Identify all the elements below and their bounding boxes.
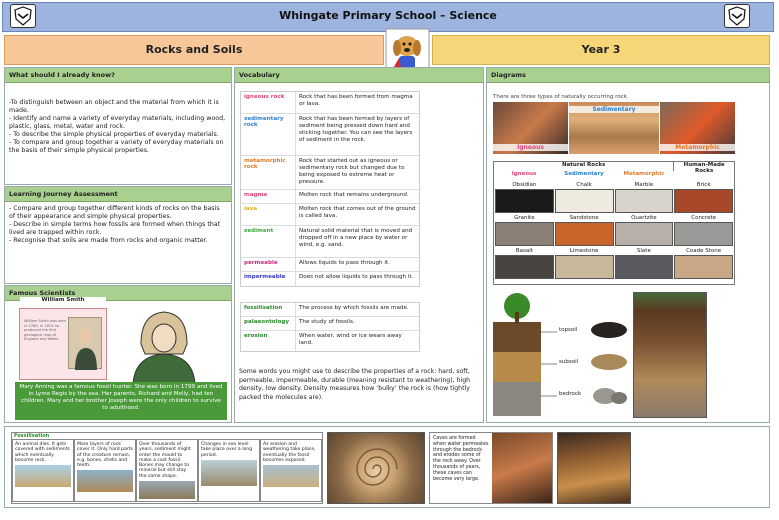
fossil-step-image [263, 465, 319, 487]
page-title: Whingate Primary School – Science [279, 9, 497, 22]
prior-knowledge-heading: What should I already know? [5, 68, 231, 83]
vocab-term: igneous rock [244, 94, 285, 100]
rock-image [555, 255, 614, 279]
rock-label: Limestone [569, 248, 599, 254]
prior-knowledge-panel [4, 67, 232, 185]
rock-label: Brick [696, 182, 711, 188]
fossil-step: As erosion and weathering take place, eventually the fossil becomes exposed. [260, 439, 322, 502]
vocab-term: lava [244, 206, 258, 212]
cave-diagram-image [492, 433, 552, 503]
igneous-col-heading: Igneous [511, 171, 537, 177]
rock-label: Obsidian [512, 182, 537, 188]
fossil-step: Over thousands of years, sediment might enter the mould to make a cast fossil. Bones may change to mineral but still stay the same shape. [136, 439, 198, 502]
rock-image [615, 222, 674, 246]
rock-label: Coade Stone [686, 248, 722, 254]
vocab-row [241, 92, 419, 114]
vocab-definition: The process by which fossils are made. [295, 303, 419, 316]
fossil-vocabulary-table [240, 302, 420, 352]
vocab-row [241, 317, 419, 331]
know-line: -To distinguish between an object and the material from which it is made. [9, 99, 219, 114]
topic-title: Rocks and Soils [145, 43, 243, 56]
properties-note: Some words you might use to describe the properties of a rock: hard, soft, permeable, impermeable, durable (meaning resistant to weathering), high density, low density. Density measures how ‘bulky’ the rock is (how tightly packed the molecules are). [239, 368, 471, 401]
rock-label: Sandstone [569, 215, 599, 221]
rock-label: Marble [634, 182, 654, 188]
igneous-image [493, 102, 568, 154]
rock-label: Concrete [691, 215, 717, 221]
fossil-steps-heading: Fossilisation [14, 433, 50, 439]
fossil-step-image [139, 481, 195, 499]
vocab-definition: Rock that has been formed from magma or lava. [295, 92, 419, 113]
vocab-row [241, 258, 419, 272]
rock-label: Granite [514, 215, 535, 221]
vocab-definition: The study of fossils. [295, 317, 419, 330]
fossil-steps [11, 432, 323, 504]
soil-layers-diagram [493, 290, 629, 418]
cave-formation-text: Caves are formed when water permeates through the bedrock and erodes some of the rock away. Over thousands of years, these caves can become very large. [433, 436, 489, 482]
vocab-term: magma [244, 192, 268, 198]
journey-line: - Recognise that soils are made from rocks and organic matter. [9, 237, 208, 244]
subsoil-label: subsoil [559, 359, 579, 365]
natural-rocks-heading: Natural Rocks [494, 162, 674, 171]
human-made-rocks-heading: Human-Made Rocks [683, 162, 725, 174]
fossil-step: Changes in sea level take place over a long period. [198, 439, 260, 502]
vocabulary-table [240, 91, 420, 287]
vocab-definition: Rock that has been formed by layers of sediment being pressed down hard and sticking together. You can see the layers of sediment in the rock. [295, 114, 419, 155]
fossil-step: More layers of rock cover it. Only hard parts of the creature remain, e.g. bones, shells and teeth. [74, 439, 136, 502]
vocab-definition: Rock that started out as igneous or sedimentary rock but changed due to being exposed to extreme heat or pressure. [295, 156, 419, 189]
scientists-heading: Famous Scientists [5, 286, 231, 301]
vocab-term: permeable [244, 260, 278, 266]
journey-line: - Describe in simple terms how fossils are formed when things that lived are trapped within rock. [9, 221, 221, 236]
sedimentary-image [569, 102, 659, 154]
year-title: Year 3 [581, 43, 621, 56]
rock-image [615, 189, 674, 213]
vocabulary-panel [234, 67, 484, 423]
rock-image [615, 255, 674, 279]
fossil-step: An animal dies. It gets covered with sediments which eventually become rock. [12, 439, 74, 502]
vocab-definition: Molten rock that comes out of the ground is called lava. [295, 204, 419, 225]
igneous-label: Igneous [493, 144, 568, 151]
know-line: - To describe the simple physical properties of everyday materials. [9, 131, 219, 138]
mary-anning-caption: Mary Anning was a famous fossil hunter. She was born in 1799 and lived in Lyme Regis by the sea. Her parents, Richard and Molly, had ten children. Mary and her brother Joseph were the only children to survive to adulthood. [15, 382, 227, 420]
vocab-row [241, 331, 419, 351]
rock-image [495, 189, 554, 213]
rock-types-intro: There are three types of naturally occurring rock. [493, 94, 629, 100]
rock-image [555, 222, 614, 246]
learning-journey-panel [4, 186, 232, 284]
fossil-step-image [77, 470, 133, 492]
cave-photo [557, 432, 631, 504]
fossilisation-strip [4, 426, 770, 508]
rock-image [674, 222, 733, 246]
topsoil-label: topsoil [559, 327, 578, 333]
rock-image [495, 255, 554, 279]
william-smith-name: William Smith [20, 297, 106, 303]
vocab-definition: Natural solid material that is moved and dropped off in a new place by water or wind, e.g. sand. [295, 226, 419, 257]
rock-image [555, 189, 614, 213]
vocabulary-heading: Vocabulary [235, 68, 483, 83]
cave-formation-panel [429, 432, 553, 504]
know-line: - To compare and group together a variety of everyday materials on the basis of their simple physical properties. [9, 139, 224, 154]
vocab-row [241, 303, 419, 317]
metamorphic-image [660, 102, 735, 154]
vocab-definition: Does not allow liquids to pass through it. [295, 272, 419, 286]
diagrams-panel [486, 67, 770, 423]
rock-image [674, 255, 733, 279]
mary-anning-portrait [123, 304, 205, 384]
ammonite-fossil-photo [327, 432, 425, 504]
vocab-definition: When water, wind or ice wears away land. [295, 331, 419, 351]
school-logo-left [10, 4, 36, 28]
vocab-row [241, 204, 419, 226]
william-smith-caption: William Smith was born in 1769. In 1815 he produced the first geological map of England and Wales. [24, 319, 67, 341]
vocab-term: metamorphic rock [244, 158, 286, 170]
scientists-panel [4, 285, 232, 423]
rock-label: Basalt [515, 248, 533, 254]
sedimentary-col-heading: Sedimentary [564, 171, 604, 177]
rock-label: Slate [636, 248, 651, 254]
topic-band [4, 35, 384, 65]
vocab-definition: Allows liquids to pass through it. [295, 258, 419, 271]
vocab-term: sediment [244, 228, 274, 234]
know-line: - Identify and name a variety of everyday materials, including wood, plastic, glass, metal, water and rock. [9, 115, 226, 130]
journey-line: - Compare and group together different kinds of rocks on the basis of their appearance and simple physical properties. [9, 205, 220, 220]
vocab-row [241, 114, 419, 156]
learning-journey-heading: Learning Journey Assessment [5, 187, 231, 202]
rock-image [674, 189, 733, 213]
diagrams-heading: Diagrams [487, 68, 769, 83]
year-band [432, 35, 770, 65]
vocab-term: impermeable [244, 274, 286, 280]
fossil-step-image [15, 465, 71, 487]
william-smith-card [19, 297, 107, 380]
vocab-row [241, 272, 419, 286]
vocab-term: erosion [244, 333, 268, 339]
vocab-term: fossilisation [244, 305, 283, 311]
vocab-definition: Molten rock that remains underground. [295, 190, 419, 203]
sedimentary-label: Sedimentary [569, 106, 659, 113]
rock-types-images [493, 102, 735, 154]
rock-label: Quartzite [631, 215, 657, 221]
soil-profile-photo [633, 292, 707, 418]
rock-examples-table [493, 161, 735, 285]
vocab-row [241, 156, 419, 190]
vocab-term: palaeontology [244, 319, 290, 325]
rock-label: Chalk [576, 182, 592, 188]
metamorphic-col-heading: Metamorphic [623, 171, 665, 177]
vocab-term: sedimentary rock [244, 116, 284, 128]
vocab-row [241, 226, 419, 258]
william-smith-portrait [68, 317, 102, 369]
vocab-row [241, 190, 419, 204]
metamorphic-label: Metamorphic [660, 144, 735, 151]
fossil-step-image [201, 460, 257, 486]
school-logo-right [724, 4, 750, 28]
rock-image [495, 222, 554, 246]
bedrock-label: bedrock [559, 391, 582, 397]
